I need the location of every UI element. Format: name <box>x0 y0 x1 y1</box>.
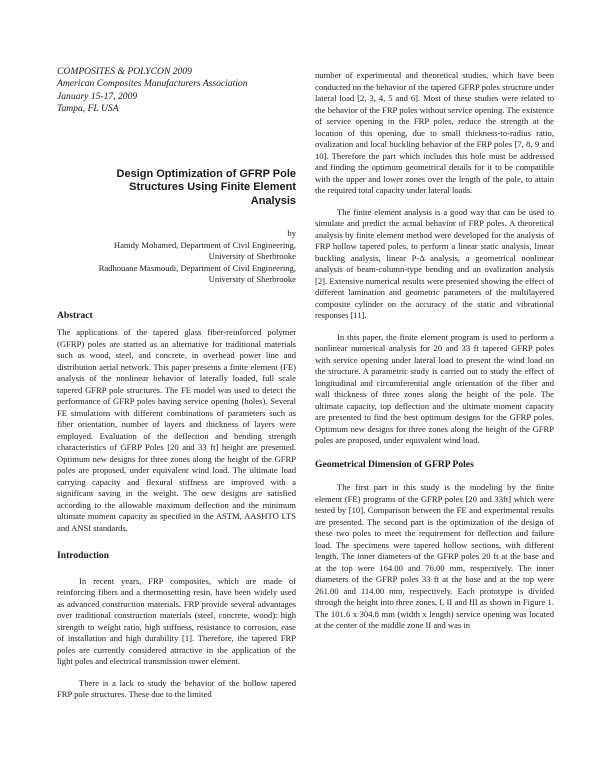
paragraph-gap <box>57 668 296 678</box>
by-line: by <box>287 228 296 239</box>
title-line: Structures Using Finite Element <box>129 181 296 194</box>
left-column <box>57 66 296 701</box>
abstract-text: The applications of the tapered glass fiber-reinforced polymer (GFRP) poles are started as an alternative for traditional materials such as wood, steel, and concrete, in overhead power line and distribution aerial network. This paper presents a finite element (FE) analysis of the nonlinear behavior of laterally loaded, full scale tapered GFRP pole structures. The FE model was used to detect the performance of GFRP poles having service opening (holes). Several FE simulations with different combinations of parameters such as fiber orientation, number of layers and thickness of layers were employed. Evaluation of the deflection and bending strength characteristics of GFRP Poles [20 and 33 ft] height are presented. Optimum new designs for three zones along the height of the GFRP poles are proposed, under equivalent wind load. The ultimate load carrying capacity and flexural stiffness are improved with a significant saving in the weight. The new designs are satisfied according to the allowable maximum deflection and the minimum ultimate moment capacity as specified in the ASTM, AASHTO LTS and ANSI standards. <box>57 327 296 533</box>
author-affiliation: Radhouane Masmoudi, Department of Civil Engineering, <box>98 262 296 273</box>
paper-title <box>57 168 296 209</box>
abstract-heading: Abstract <box>57 309 93 321</box>
intro-paragraph: There is a lack to study the behavior of the hollow tapered FRP pole structures. These due to the limited <box>57 677 296 700</box>
intro-paragraph: In recent years, FRP composites, which are made of reinforcing fibers and a thermosetting resin, have been widely used as advanced construction materials. FRP provide several advantages over traditional construction materials (steel, concrete, wood): high strength to weight ratio, high stiffness, resistance to corrosion, ease of installation and high durability [1]. Therefore, the tapered FRP poles are currently considered attractive in the application of the light poles and electrical transmission tower element. <box>57 575 296 667</box>
paragraph-gap <box>315 322 554 332</box>
author-affiliation: Hamdy Mohamed, Department of Civil Engineering, <box>113 239 296 250</box>
title-line: Design Optimization of GFRP Pole <box>116 167 296 180</box>
organization-name: American Composites Manufacturers Association <box>57 78 248 90</box>
author-affiliation: University of Sherbrooke <box>208 274 296 285</box>
title-line: Analysis <box>250 194 296 207</box>
geometry-heading: Geometrical Dimension of GFRP Poles <box>315 458 474 470</box>
geometry-paragraph: The first part in this study is the modeling by the finite element (FE) programs of the GFRP poles [20 and 33ft] which were tested by [10]. Comparison between the FE and experimental results are presented. The second part is the optimization of the design of these two poles to meet the requirement for deflection and failure load. The specimens were tapered hollow sections, with different length. The inner diameters of the GFRP poles 20 ft at the base and at the top were 164.00 and 76.00 mm, respectively. The inner diameters of the GFRP poles 33 ft at the base and at the top were 261.00 and 114.00 mm, respectively. Each prototype is divided through the height into three zones, I, II and III as shown in Figure 1. The 101.6 x 304.8 mm (width x length) service opening was located at the center of the middle zone II and was in <box>315 482 554 630</box>
conference-name: COMPOSITES & POLYCON 2009 <box>57 66 192 77</box>
intro-paragraph: In this paper, the finite element program is used to perform a nonlinear numerical analysis for 20 and 33 ft tapered GFRP poles with service opening under lateral load to present the wind load on the structure. A parametric study is carried out to study the effect of longitudinal and circumferential angle orientation of the fiber and wall thickness of three zones along the height of the pole. The ultimate capacity, top deflection and the ultimate moment capacity are presented to find the best optimum designs for the GFRP poles. Optimum new designs for three zones along the height of the GFRP poles are proposed, under equivalent wind load. <box>315 331 554 445</box>
right-column <box>315 70 554 632</box>
conference-location: Tampa, FL USA <box>57 103 119 115</box>
introduction-heading: Introduction <box>57 550 110 562</box>
conference-dates: January 15-17, 2009 <box>57 90 138 102</box>
intro-paragraph: The finite element analysis is a good way that can be used to simulate and predict the actual behavior of FRP poles. A theoretical analysis by finite element method were developed for the analysis of FRP hollow tapered poles, to perform a linear static analysis, linear buckling analysis, linear P-Δ analysis, a geometrical nonlinear analysis of beam-column-type bending and an ovalization analysis [2]. Extensive numerical results were presented showing the effect of different lamination and geometric parameters of the multilayered composite cylinder on the accuracy of the static and vibrational responses [11]. <box>315 206 554 320</box>
author-affiliation: University of Sherbrooke <box>208 251 296 262</box>
paragraph-gap <box>315 197 554 207</box>
intro-paragraph: number of experimental and theoretical studies, which have been conducted on the behavior of the tapered GFRP poles structure under lateral load [2, 3, 4, 5 and 6]. Most of these studies were related to the behavior of the FRP poles without service opening. The existence of service opening in the FRP poles, reduce the strength at the location of this opening, due to small thickness-to-radius ratio, ovalization and local buckling behavior of the FRP poles [7, 8, 9 and 10]. Therefore the part which includes this hole must be addressed and finding the optimum geometrical details for it to be compatible with the upper and lower zones over the length of the pole, to attain the required total capacity under lateral loads. <box>315 70 554 195</box>
